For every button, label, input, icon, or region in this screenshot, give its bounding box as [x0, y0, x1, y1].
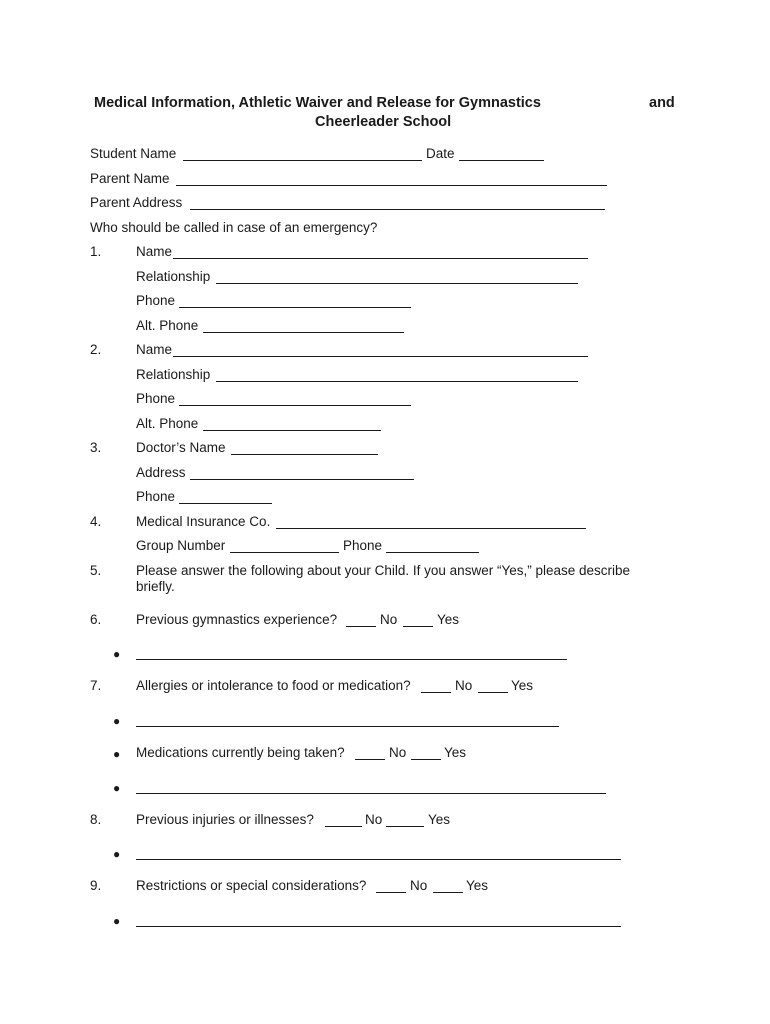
- q9-no-label: No: [410, 878, 428, 893]
- q6-text: Previous gymnastics experience?: [136, 612, 338, 627]
- doctor-name-field[interactable]: [231, 454, 378, 455]
- contact2-name-field[interactable]: [173, 356, 588, 357]
- contact2-phone-label: Phone: [136, 391, 176, 406]
- date-field[interactable]: [459, 160, 544, 161]
- q8-yes-blank[interactable]: [386, 826, 424, 827]
- doctor-name-label: Doctor’s Name: [136, 440, 226, 455]
- contact2-relationship-label: Relationship: [136, 367, 211, 382]
- item-number-6: 6.: [90, 612, 102, 627]
- contact1-relationship-label: Relationship: [136, 269, 211, 284]
- contact1-phone-label: Phone: [136, 293, 176, 308]
- student-name-field[interactable]: [183, 160, 422, 161]
- medications-yes-blank[interactable]: [411, 759, 441, 760]
- medications-yes-label: Yes: [444, 745, 467, 760]
- parent-name-field[interactable]: [176, 185, 607, 186]
- item-number-8: 8.: [90, 812, 102, 827]
- insurance-phone-label: Phone: [343, 538, 383, 553]
- emergency-question: Who should be called in case of an emergency?: [90, 220, 378, 235]
- item-number-4: 4.: [90, 514, 102, 529]
- q6-description-field[interactable]: [136, 659, 567, 660]
- insurance-phone-field[interactable]: [386, 552, 479, 553]
- date-label: Date: [426, 146, 455, 161]
- form-title-line2: Cheerleader School: [315, 114, 452, 130]
- q7-yes-blank[interactable]: [478, 692, 508, 693]
- q8-yes-label: Yes: [428, 812, 451, 827]
- q9-text: Restrictions or special considerations?: [136, 878, 367, 893]
- item-number-7: 7.: [90, 678, 102, 693]
- parent-address-label: Parent Address: [90, 195, 183, 210]
- item-number-5: 5.: [90, 563, 102, 578]
- q7-yes-label: Yes: [511, 678, 534, 693]
- contact2-alt-phone-field[interactable]: [203, 430, 381, 431]
- q6-yes-label: Yes: [437, 612, 460, 627]
- doctor-address-label: Address: [136, 465, 186, 480]
- contact1-alt-phone-label: Alt. Phone: [136, 318, 199, 333]
- doctor-phone-field[interactable]: [179, 503, 272, 504]
- q9-yes-label: Yes: [466, 878, 489, 893]
- form-title-line1: Medical Information, Athletic Waiver and Release for Gymnastics: [94, 95, 541, 111]
- contact2-name-label: Name: [136, 342, 173, 357]
- q6-yes-blank[interactable]: [403, 626, 433, 627]
- contact2-phone-field[interactable]: [179, 405, 411, 406]
- bullet-icon: ●: [113, 914, 121, 928]
- q8-no-blank[interactable]: [325, 826, 362, 827]
- item5-text-line2: briefly.: [136, 579, 175, 594]
- q6-no-blank[interactable]: [346, 626, 376, 627]
- insurance-field[interactable]: [276, 528, 586, 529]
- parent-address-field[interactable]: [190, 209, 605, 210]
- q8-text: Previous injuries or illnesses?: [136, 812, 314, 827]
- medications-no-blank[interactable]: [355, 759, 385, 760]
- item-number-2: 2.: [90, 342, 102, 357]
- item-number-9: 9.: [90, 878, 102, 893]
- bullet-icon: ●: [113, 781, 121, 795]
- bullet-icon: ●: [113, 714, 121, 728]
- insurance-label: Medical Insurance Co.: [136, 514, 271, 529]
- group-number-field[interactable]: [230, 552, 339, 553]
- medications-description-field[interactable]: [136, 793, 606, 794]
- form-title-and: and: [649, 95, 675, 111]
- q9-yes-blank[interactable]: [433, 892, 463, 893]
- doctor-phone-label: Phone: [136, 489, 176, 504]
- q7-description-field[interactable]: [136, 726, 559, 727]
- group-number-label: Group Number: [136, 538, 226, 553]
- bullet-icon: ●: [113, 647, 121, 661]
- q8-description-field[interactable]: [136, 859, 621, 860]
- q7-text: Allergies or intolerance to food or medication?: [136, 678, 411, 693]
- student-name-label: Student Name: [90, 146, 177, 161]
- parent-name-label: Parent Name: [90, 171, 170, 186]
- q9-no-blank[interactable]: [376, 892, 406, 893]
- bullet-icon: ●: [113, 847, 121, 861]
- contact1-alt-phone-field[interactable]: [203, 332, 404, 333]
- doctor-address-field[interactable]: [190, 479, 414, 480]
- item5-text-line1: Please answer the following about your Child. If you answer “Yes,” please describe: [136, 563, 631, 578]
- bullet-icon: ●: [113, 747, 121, 761]
- medications-no-label: No: [389, 745, 407, 760]
- q7-no-label: No: [455, 678, 473, 693]
- item-number-1: 1.: [90, 244, 102, 259]
- contact1-name-label: Name: [136, 244, 173, 259]
- contact1-relationship-field[interactable]: [216, 283, 578, 284]
- q6-no-label: No: [380, 612, 398, 627]
- item-number-3: 3.: [90, 440, 102, 455]
- contact2-alt-phone-label: Alt. Phone: [136, 416, 199, 431]
- contact1-phone-field[interactable]: [179, 307, 411, 308]
- contact2-relationship-field[interactable]: [216, 381, 578, 382]
- q8-no-label: No: [365, 812, 383, 827]
- medications-text: Medications currently being taken?: [136, 745, 345, 760]
- q9-description-field[interactable]: [136, 926, 621, 927]
- q7-no-blank[interactable]: [421, 692, 451, 693]
- contact1-name-field[interactable]: [173, 258, 588, 259]
